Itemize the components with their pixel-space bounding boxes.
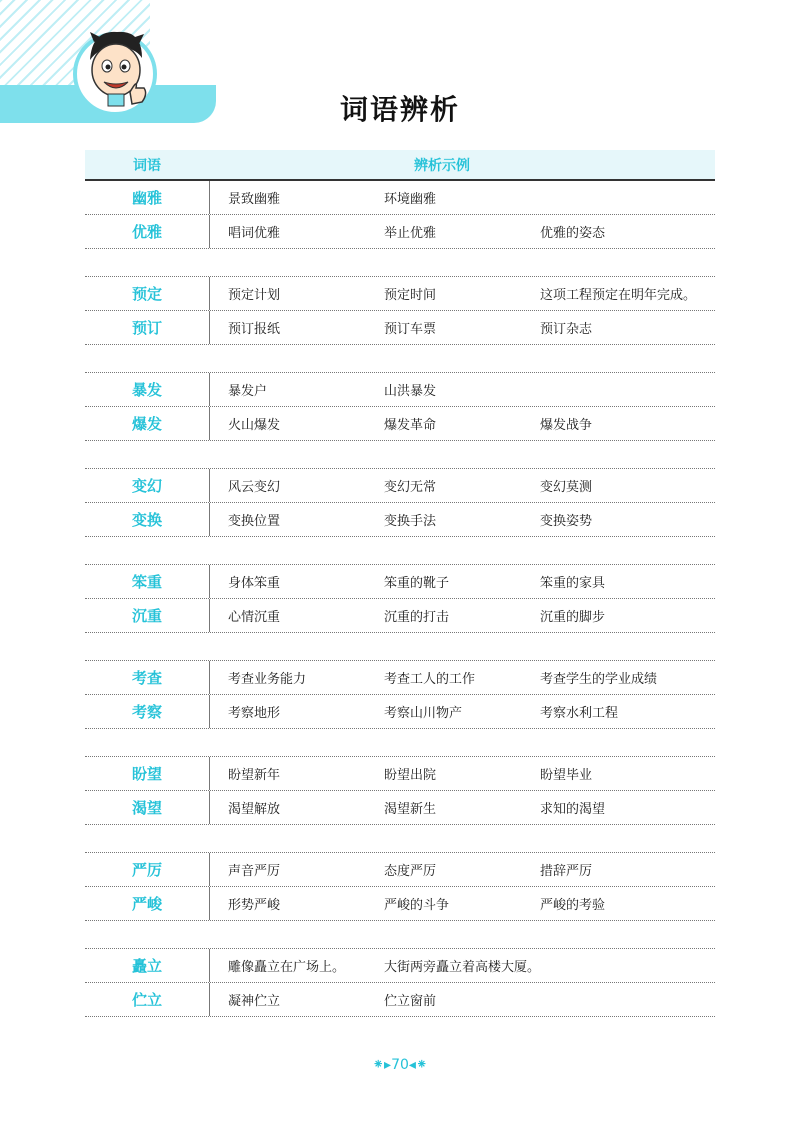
example-list <box>210 476 715 495</box>
example-phrase: 景致幽雅 <box>228 192 281 207</box>
example-phrase: 笨重的靴子 <box>384 576 450 591</box>
example-phrase: 渴望解放 <box>228 802 281 817</box>
example-list <box>210 222 715 241</box>
example-phrase: 考察山川物产 <box>384 706 463 721</box>
table-body <box>85 181 715 1017</box>
word-term: 变幻 <box>85 469 210 502</box>
example-list <box>210 860 715 879</box>
example-phrase: 考查工人的工作 <box>384 672 476 687</box>
page-number-value: 70 <box>391 1057 409 1073</box>
group-spacer <box>85 249 715 277</box>
page-number <box>0 1057 800 1073</box>
table-row <box>85 181 715 215</box>
word-analysis-table <box>85 150 715 1017</box>
word-term: 幽雅 <box>85 181 210 214</box>
example-phrase: 变换位置 <box>228 514 281 529</box>
example-phrase: 环境幽雅 <box>384 192 437 207</box>
word-term: 矗立 <box>85 949 210 982</box>
example-list <box>210 894 715 913</box>
example-list <box>210 798 715 817</box>
example-list <box>210 510 715 529</box>
word-term: 盼望 <box>85 757 210 790</box>
table-row <box>85 887 715 921</box>
table-row <box>85 853 715 887</box>
word-term: 沉重 <box>85 599 210 632</box>
example-phrase: 声音严厉 <box>228 864 281 879</box>
example-phrase: 伫立窗前 <box>384 994 437 1009</box>
example-list <box>210 572 715 591</box>
example-phrase: 预定计划 <box>228 288 281 303</box>
example-phrase: 预订报纸 <box>228 322 281 337</box>
word-term: 笨重 <box>85 565 210 598</box>
table-row <box>85 661 715 695</box>
word-term: 预订 <box>85 311 210 344</box>
word-term: 变换 <box>85 503 210 536</box>
example-phrase: 心情沉重 <box>228 610 281 625</box>
example-list <box>210 702 715 721</box>
example-phrase: 预订杂志 <box>540 322 593 337</box>
example-phrase: 举止优雅 <box>384 226 437 241</box>
table-header <box>85 150 715 181</box>
example-phrase: 盼望出院 <box>384 768 437 783</box>
word-term: 严峻 <box>85 887 210 920</box>
example-list <box>210 990 715 1009</box>
example-list <box>210 188 715 207</box>
example-phrase: 盼望毕业 <box>540 768 593 783</box>
example-list <box>210 284 715 303</box>
table-row <box>85 407 715 441</box>
example-list <box>210 380 715 399</box>
example-phrase: 预定时间 <box>384 288 437 303</box>
example-phrase: 考查业务能力 <box>228 672 307 687</box>
example-phrase: 大街两旁矗立着高楼大厦。 <box>384 960 541 975</box>
example-phrase: 沉重的打击 <box>384 610 450 625</box>
group-spacer <box>85 537 715 565</box>
table-row <box>85 215 715 249</box>
table-row <box>85 469 715 503</box>
group-spacer <box>85 825 715 853</box>
example-phrase: 山洪暴发 <box>384 384 437 399</box>
table-row <box>85 983 715 1017</box>
example-phrase: 严峻的斗争 <box>384 898 450 913</box>
example-phrase: 变幻莫测 <box>540 480 593 495</box>
table-row <box>85 599 715 633</box>
word-term: 伫立 <box>85 983 210 1016</box>
example-phrase: 这项工程预定在明年完成。 <box>540 288 697 303</box>
word-term: 考查 <box>85 661 210 694</box>
table-row <box>85 695 715 729</box>
example-phrase: 爆发战争 <box>540 418 593 433</box>
group-spacer <box>85 729 715 757</box>
word-term: 预定 <box>85 277 210 310</box>
example-phrase: 预订车票 <box>384 322 437 337</box>
table-row <box>85 373 715 407</box>
word-term: 考察 <box>85 695 210 728</box>
example-phrase: 变幻无常 <box>384 480 437 495</box>
example-phrase: 爆发革命 <box>384 418 437 433</box>
table-row <box>85 277 715 311</box>
page-title: 词语辨析 <box>339 93 460 126</box>
example-phrase: 严峻的考验 <box>540 898 606 913</box>
example-phrase: 优雅的姿态 <box>540 226 606 241</box>
table-row <box>85 311 715 345</box>
example-phrase: 火山爆发 <box>228 418 281 433</box>
example-phrase: 求知的渴望 <box>540 802 606 817</box>
example-phrase: 唱词优雅 <box>228 226 281 241</box>
example-phrase: 盼望新年 <box>228 768 281 783</box>
word-term: 严厉 <box>85 853 210 886</box>
example-list <box>210 318 715 337</box>
word-term: 爆发 <box>85 407 210 440</box>
word-term: 优雅 <box>85 215 210 248</box>
table-row <box>85 503 715 537</box>
example-phrase: 雕像矗立在广场上。 <box>228 960 346 975</box>
word-term: 暴发 <box>85 373 210 406</box>
page-number-left-mark: ⁕▸ <box>372 1057 392 1073</box>
example-phrase: 变换姿势 <box>540 514 593 529</box>
example-phrase: 考查学生的学业成绩 <box>540 672 658 687</box>
example-phrase: 风云变幻 <box>228 480 281 495</box>
example-phrase: 态度严厉 <box>384 864 437 879</box>
example-list <box>210 414 715 433</box>
page-number-right-mark: ◂⁕ <box>408 1057 428 1073</box>
example-list <box>210 764 715 783</box>
example-phrase: 暴发户 <box>228 384 268 399</box>
column-header-word: 词语 <box>133 157 161 174</box>
example-phrase: 凝神伫立 <box>228 994 281 1009</box>
group-spacer <box>85 345 715 373</box>
word-term: 渴望 <box>85 791 210 824</box>
example-phrase: 笨重的家具 <box>540 576 606 591</box>
table-row <box>85 565 715 599</box>
group-spacer <box>85 441 715 469</box>
group-spacer <box>85 921 715 949</box>
table-row <box>85 949 715 983</box>
table-row <box>85 791 715 825</box>
example-phrase: 沉重的脚步 <box>540 610 606 625</box>
example-phrase: 形势严峻 <box>228 898 281 913</box>
example-list <box>210 956 715 975</box>
example-phrase: 身体笨重 <box>228 576 281 591</box>
group-spacer <box>85 633 715 661</box>
example-phrase: 渴望新生 <box>384 802 437 817</box>
column-header-examples: 辨析示例 <box>414 157 470 174</box>
example-phrase: 考察水利工程 <box>540 706 619 721</box>
example-list <box>210 606 715 625</box>
example-phrase: 措辞严厉 <box>540 864 593 879</box>
example-phrase: 考察地形 <box>228 706 281 721</box>
table-row <box>85 757 715 791</box>
example-list <box>210 668 715 687</box>
example-phrase: 变换手法 <box>384 514 437 529</box>
